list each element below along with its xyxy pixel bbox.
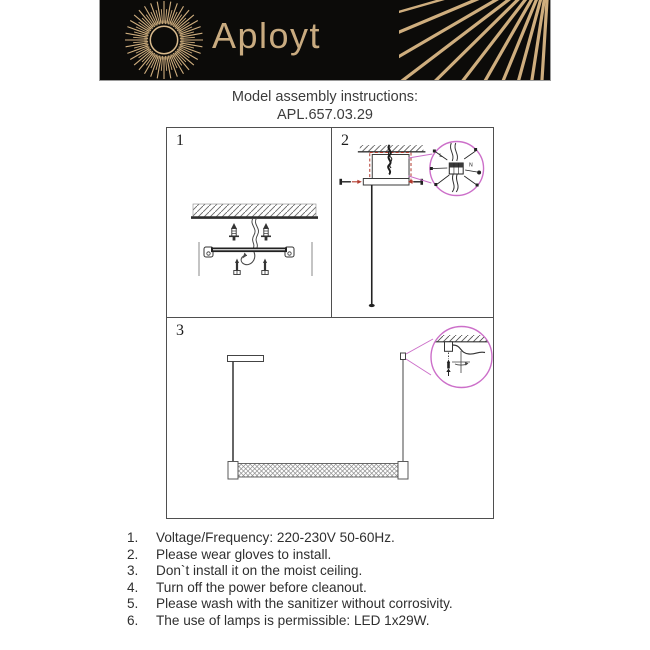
instruction-item xyxy=(127,596,557,613)
anchor-screw-icon xyxy=(229,223,239,241)
ceiling-canopy-plate xyxy=(228,356,264,362)
instruction-item xyxy=(127,580,557,597)
instruction-number: 4. xyxy=(127,579,139,595)
ceiling-connector xyxy=(401,353,406,360)
instruction-item xyxy=(127,613,557,630)
diagram-panel-2 xyxy=(332,128,493,318)
instruction-text: Voltage/Frequency: 220-230V 50-60Hz. xyxy=(156,530,395,545)
diagram-panel-1 xyxy=(167,128,332,318)
hanging-wires xyxy=(252,218,259,249)
panel-number: 3 xyxy=(176,322,184,339)
instruction-item xyxy=(127,530,557,547)
starburst-logo-icon xyxy=(122,0,206,81)
pendant-light-bar xyxy=(228,462,408,480)
screw-icon xyxy=(262,259,268,275)
instruction-text: Please wash with the sanitizer without corrosivity. xyxy=(156,596,453,612)
detail-callout xyxy=(406,327,492,388)
instruction-number: 5. xyxy=(127,596,139,612)
step-3-drawing xyxy=(167,318,493,518)
panel-number: 1 xyxy=(176,132,184,149)
step-2-drawing xyxy=(332,128,493,317)
wire-loop xyxy=(241,252,255,265)
instruction-item xyxy=(127,563,557,580)
instruction-number: 1. xyxy=(127,530,139,545)
side-screw-icon xyxy=(339,179,361,185)
model-number: APL.657.03.29 xyxy=(277,106,373,123)
instruction-text: The use of lamps is permissible: LED 1x29W. xyxy=(156,612,430,628)
terminal-block xyxy=(449,163,463,174)
title-block xyxy=(0,89,650,124)
mounting-bracket xyxy=(204,247,294,257)
diagram-panel-3 xyxy=(167,318,493,518)
brand-name: Aployt xyxy=(212,15,322,56)
banner-rays-decoration xyxy=(399,0,551,81)
canopy-plate xyxy=(363,179,409,186)
instruction-item xyxy=(127,547,557,564)
instructions-list xyxy=(127,530,557,630)
brand-banner xyxy=(99,0,551,81)
ceiling-hatch xyxy=(358,145,426,152)
page-title: Model assembly instructions: xyxy=(231,89,419,105)
instruction-number: 2. xyxy=(127,546,139,562)
screw-icon xyxy=(234,259,240,275)
instruction-number: 3. xyxy=(127,563,139,579)
wire-label-n: N xyxy=(469,162,473,169)
ceiling-fitting xyxy=(445,342,453,352)
assembly-diagram xyxy=(166,127,494,519)
instruction-text: Please wear gloves to install. xyxy=(156,546,332,562)
wire-label-l: L xyxy=(439,152,443,160)
instruction-text: Don`t install it on the moist ceiling. xyxy=(156,563,363,579)
pendant-rod xyxy=(369,185,375,307)
ceiling-hatch xyxy=(191,204,318,218)
anchor-screw-icon xyxy=(261,223,271,241)
step-1-drawing xyxy=(167,128,331,317)
panel-number: 2 xyxy=(341,132,349,149)
instruction-text: Turn off the power before cleanout. xyxy=(156,579,367,595)
instruction-number: 6. xyxy=(127,612,139,628)
